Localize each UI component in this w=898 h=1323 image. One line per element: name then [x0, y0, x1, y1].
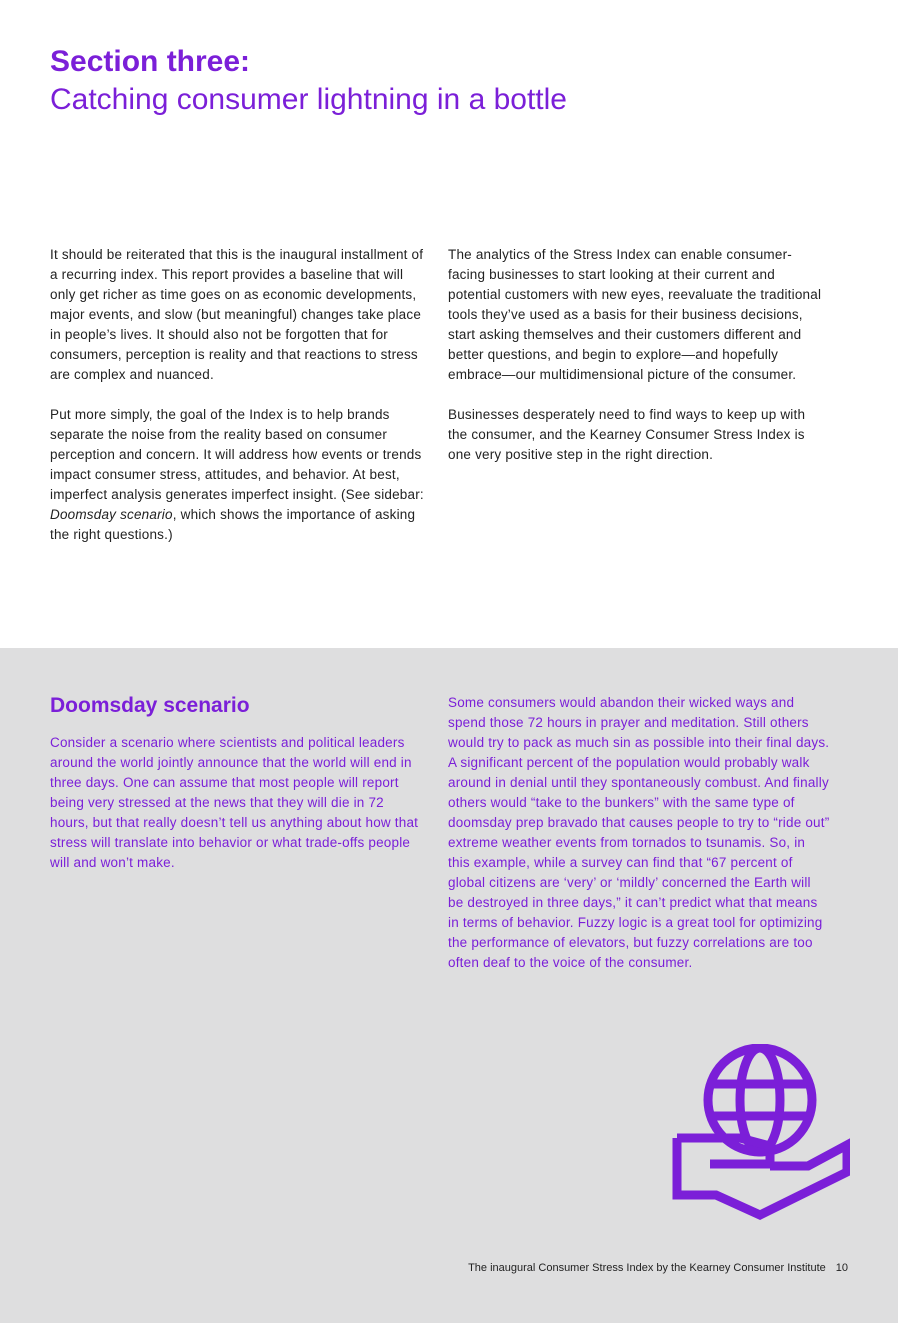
sidebar-column-left — [50, 733, 420, 873]
sidebar-reference: Doomsday scenario — [50, 507, 173, 522]
body-paragraph: It should be reiterated that this is the inaugural installment of a recurring index. This report provides a baseline that will only get richer as time goes on as economic developments, major events, and slow (but meaningful) changes take place in people’s lives. It should also not be forgotten that for consumers, perception is reality and that reactions to stress are complex and nuanced. — [50, 247, 424, 382]
page-footer — [300, 1260, 848, 1276]
body-paragraph-tail: , which shows the importance of asking the right questions.) — [50, 507, 416, 542]
section-kicker: Section three: — [50, 45, 251, 78]
sidebar-panel — [0, 648, 898, 1323]
hand-holding-globe-icon — [672, 1044, 850, 1224]
sidebar-paragraph: Some consumers would abandon their wicked ways and spend those 72 hours in prayer and meditation. Still others would try to pack as much sin as possible into their final days. A significant percent of the population would probably walk around in denial until they spontaneously combust. And finally others would “take to the bunkers” with the same type of doomsday prep bravado that causes people to try to “ride out” extreme weather events from tornados to tsunamis. So, in this example, while a survey can find that “67 percent of global citizens are ‘very’ or ‘mildly’ concerned the Earth will be destroyed in three days,” it can’t predict what that means in terms of behavior. Fuzzy logic is a great tool for optimizing the performance of elevators, but fuzzy correlations are too often deaf to the voice of the consumer. — [448, 695, 830, 970]
footer-text: The inaugural Consumer Stress Index by the Kearney Consumer Institute — [468, 1262, 826, 1274]
section-heading — [50, 44, 850, 120]
body-paragraph-lead: Put more simply, the goal of the Index is to help brands separate the noise from the reality based on consumer perception and concern. It will address how events or trends impact consumer stress, attitudes, and behavior. At best, imperfect analysis generates imperfect insight. (See sidebar: — [50, 407, 424, 502]
section-headline: Catching consumer lightning in a bottle — [50, 83, 567, 116]
sidebar-title: Doomsday scenario — [50, 694, 250, 717]
body-column-left — [50, 245, 428, 565]
page-number: 10 — [835, 1262, 848, 1274]
body-paragraph: The analytics of the Stress Index can enable consumer-facing businesses to start looking at their current and potential customers with new eyes, reevaluate the traditional tools they’ve used as a basis for their business decisions, start asking themselves and their customers different and better questions, and begin to explore—and hopefully embrace—our multidimensional picture of the consumer. — [448, 247, 822, 382]
body-column-right — [448, 245, 828, 485]
sidebar-paragraph: Consider a scenario where scientists and political leaders around the world jointly announce that the world will end in three days. One can assume that most people will report being very stressed at the news that they will die in 72 hours, but that really doesn’t tell us anything about how that stress will translate into behavior or what trade-offs people will and won’t make. — [50, 735, 419, 870]
body-paragraph — [50, 405, 428, 545]
sidebar-column-right — [448, 693, 830, 973]
body-paragraph: Businesses desperately need to find ways to keep up with the consumer, and the Kearney Consumer Stress Index is one very positive step in the right direction. — [448, 407, 806, 462]
